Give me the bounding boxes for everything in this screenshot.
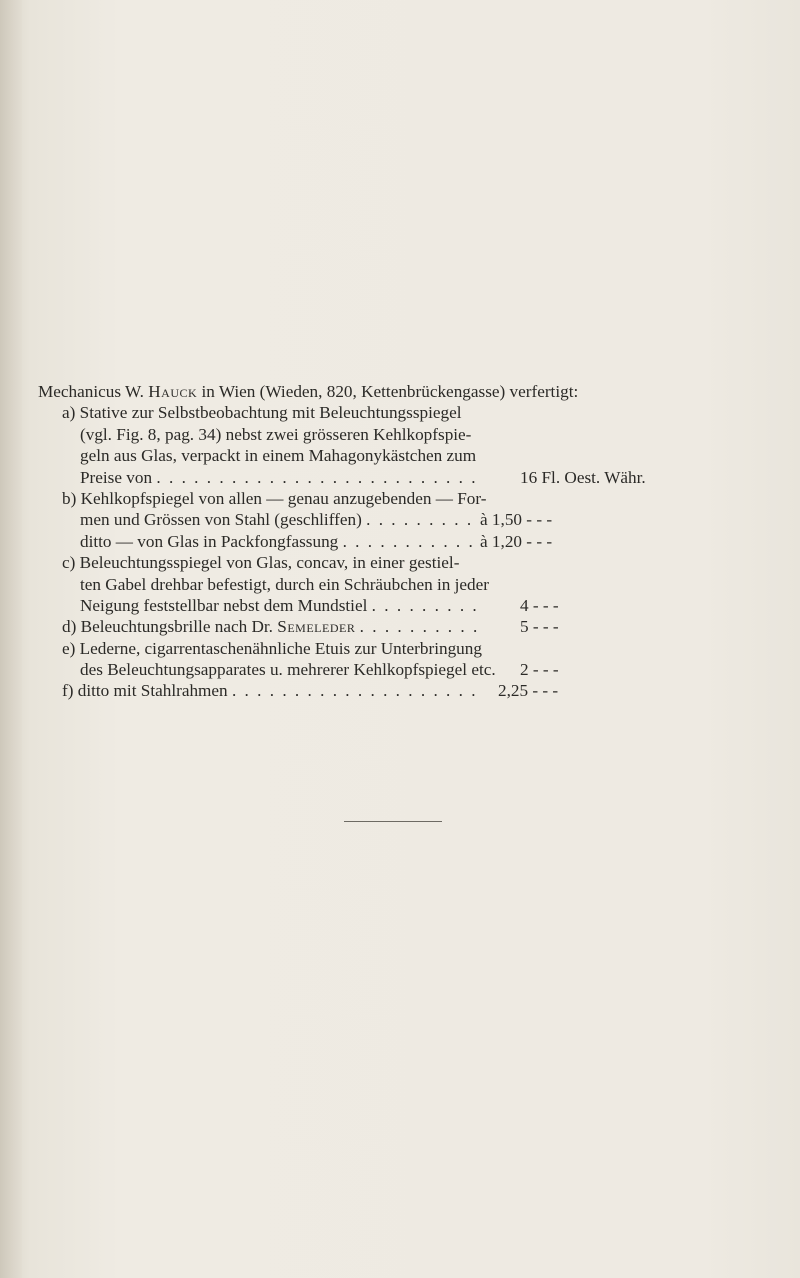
item-d-price: 5 - - - (520, 617, 559, 637)
item-d-prefix: Beleuchtungsbrille nach Dr. (80, 617, 273, 637)
item-f-text: ditto mit Stahlrahmen (77, 681, 228, 701)
heading-rest: in Wien (Wieden, 820, Kettenbrückengasse) verfertigt: (201, 382, 579, 401)
item-f-price: 2,25 - - - (498, 681, 559, 701)
item-b-label: b) (62, 488, 77, 508)
item-e-line-1 (38, 638, 758, 659)
item-f-line (38, 680, 758, 701)
item-d-name: Semeleder (277, 617, 356, 637)
heading-name: Hauck (148, 382, 198, 401)
item-e-line-2 (38, 659, 758, 680)
item-d-label: d) (62, 617, 77, 637)
item-d-line (38, 616, 758, 637)
price-list (38, 381, 758, 702)
item-c-last-line: Neigung feststellbar nebst dem Mundstiel (80, 595, 368, 615)
heading-prefix: Mechanicus W. (38, 382, 144, 401)
section-divider (344, 821, 442, 822)
item-c-line-2 (38, 574, 758, 595)
item-b-last-line: men und Grössen von Stahl (geschliffen) (80, 510, 362, 530)
item-a-line-3 (38, 445, 758, 466)
item-b-line-2 (38, 509, 758, 530)
item-a-label: a) (62, 403, 76, 423)
item-e-price: 2 - - - (520, 660, 559, 680)
item-c-leader: . . . . . . . . . (371, 595, 479, 615)
item-c-label: c) (62, 553, 76, 573)
item-ditto-line (38, 531, 758, 552)
item-a-line-4 (38, 467, 758, 488)
item-b-line-1 (38, 488, 758, 509)
item-f-leader: . . . . . . . . . . . . . . . . . . . . (231, 681, 478, 701)
item-e-label: e) (62, 638, 76, 658)
item-b-leader: . . . . . . . . . (366, 510, 474, 530)
item-c-price: 4 - - - (520, 595, 559, 615)
item-a-text-3: geln aus Glas, verpackt in einem Mahagonykästchen zum (80, 446, 477, 466)
item-ditto-price: à 1,20 - - - (480, 531, 553, 551)
item-a-text-2: (vgl. Fig. 8, pag. 34) nebst zwei grösseren Kehlkopfspie- (80, 424, 472, 444)
item-d-leader: . . . . . . . . . . (359, 617, 480, 637)
item-a-line-1 (38, 402, 758, 423)
item-e-last-line: des Beleuchtungsapparates u. mehrerer Kehlkopfspiegel etc. (80, 660, 496, 680)
item-ditto-leader: . . . . . . . . . . . (342, 531, 475, 551)
item-c-text-2: ten Gabel drehbar befestigt, durch ein Schräubchen in jeder (80, 574, 489, 594)
item-b-text-1: Kehlkopfspiegel von allen — genau anzugebenden — For- (80, 488, 487, 508)
item-a-text-1: Stative zur Selbstbeobachtung mit Beleuchtungsspiegel (79, 403, 462, 423)
item-c-line-1 (38, 552, 758, 573)
item-a-price: 16 Fl. Oest. Währ. (520, 467, 646, 487)
page-spine-shadow (0, 0, 22, 1278)
item-f-label: f) (62, 681, 74, 701)
item-c-line-3 (38, 595, 758, 616)
item-e-text-1: Lederne, cigarrentaschenähnliche Etuis zur Unterbringung (79, 638, 482, 658)
item-c-text-1: Beleuchtungsspiegel von Glas, concav, in einer gestiel- (79, 553, 460, 573)
item-a-leader: . . . . . . . . . . . . . . . . . . . . . . . . . . (156, 467, 478, 487)
heading-line (38, 381, 758, 402)
item-a-line-2 (38, 424, 758, 445)
item-b-price: à 1,50 - - - (480, 510, 553, 530)
item-a-last-line: Preise von (80, 467, 153, 487)
item-ditto-text: ditto — von Glas in Packfongfassung (80, 531, 339, 551)
